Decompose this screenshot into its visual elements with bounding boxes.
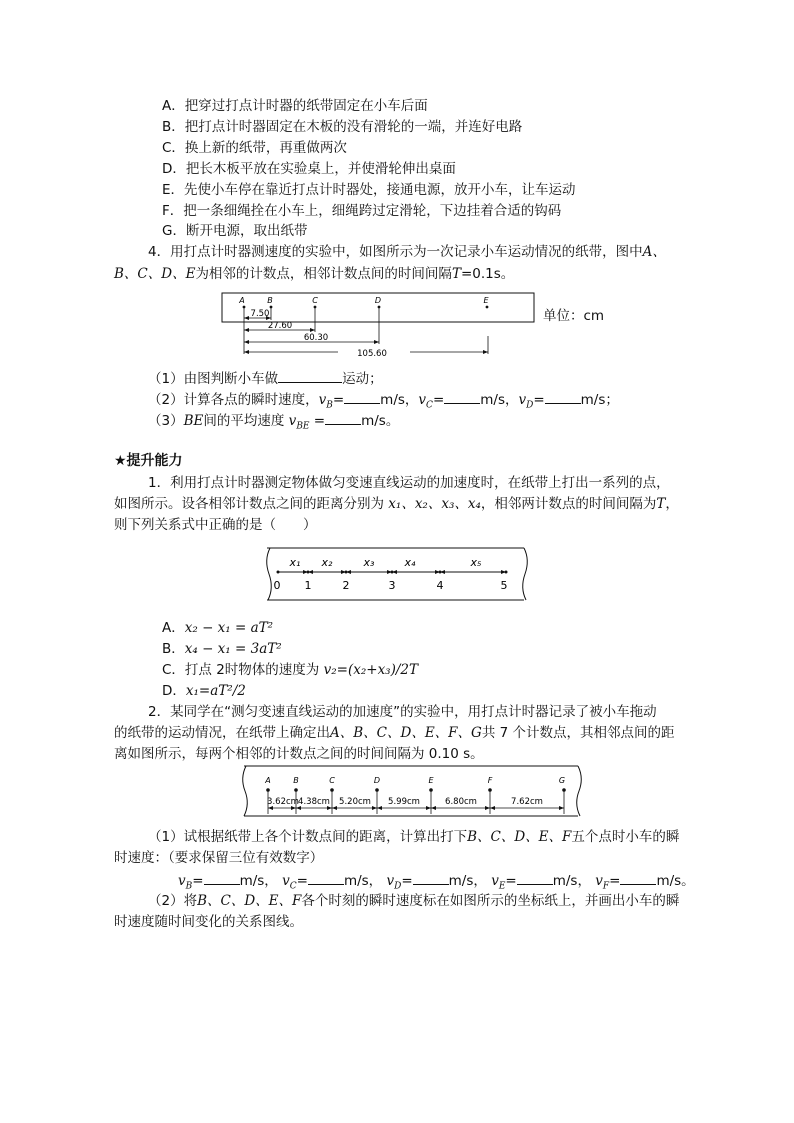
option-a: A．把穿过打点计时器的纸带固定在小车后面 — [162, 98, 428, 114]
p1-option-d: D．x₁=aT²/2 — [162, 683, 246, 699]
p2-blank-vb[interactable] — [204, 871, 240, 885]
q4-unit-label: 单位：cm — [543, 308, 605, 324]
option-b: B．把打点计时器固定在木板的没有滑轮的一端，并连好电路 — [162, 119, 523, 135]
option-d: D．把长木板平放在实验桌上，并使滑轮伸出桌面 — [162, 161, 456, 177]
q4-sub1: （1）由图判断小车做 运动； — [148, 371, 383, 387]
q4-point-b: B — [267, 296, 273, 305]
q4-distance-ac: 27.60 — [267, 321, 293, 331]
p1-point-0: 0 — [273, 579, 281, 592]
p2-sub2-line1: （2）将B、C、D、E、F各个时刻的瞬时速度标在如图所示的坐标纸上，并画出小车的瞬 — [148, 893, 680, 909]
p2-sub2-line2: 时速度随时间变化的关系图线。 — [114, 914, 303, 930]
p2-blank-vd[interactable] — [413, 871, 449, 885]
p2-distance-bc: 4.38cm — [298, 797, 330, 807]
p2-distance-fg: 7.62cm — [511, 797, 543, 807]
q4-distance-ae: 105.60 — [357, 349, 387, 358]
p1-seg-x1: x₁ — [289, 556, 301, 569]
p1-point-2: 2 — [342, 579, 350, 592]
p2-point-d: D — [373, 776, 381, 785]
p2-point-a: A — [265, 776, 271, 785]
q4-blank-motion[interactable] — [278, 369, 342, 383]
p1-point-5: 5 — [500, 579, 508, 592]
q4-distance-ab: 7.50 — [250, 309, 270, 319]
p1-seg-x5: x₅ — [470, 556, 482, 569]
p2-point-e: E — [428, 776, 434, 785]
p2-sub1-line2: 时速度：（要求保留三位有效数字） — [114, 850, 324, 866]
p1-seg-x2: x₂ — [321, 556, 333, 569]
q4-sub2: （2）计算各点的瞬时速度，$v_B= m/s$，$v_C= m/s$，$v_D= m/s$； — [148, 392, 619, 411]
p1-seg-x3: x₃ — [363, 556, 375, 569]
q4-point-a: A — [239, 296, 245, 305]
p2-blank-vf[interactable] — [620, 871, 656, 885]
section-title: ★提升能力 — [114, 453, 183, 469]
p2-point-f: F — [487, 776, 493, 785]
q4-blank-vbe[interactable] — [325, 411, 361, 425]
p2-point-g: G — [558, 776, 566, 785]
p2-point-b: B — [293, 776, 299, 785]
p1-line3: 则下列关系式中正确的是（ ） — [114, 517, 317, 533]
p1-point-1: 1 — [304, 579, 312, 592]
p2-distance-ef: 6.80cm — [445, 797, 477, 807]
q4-blank-vb[interactable] — [344, 390, 380, 404]
p1-option-c: C．打点 2时物体的速度为 v₂=(x₂+x₃)/2T — [162, 662, 418, 678]
p2-distance-de: 5.99cm — [388, 797, 420, 807]
q4-point-c: C — [312, 296, 318, 305]
q4-points — [238, 296, 489, 305]
p2-line3: 离如图所示，每两个相邻的计数点之间的时间间隔为 0.10 s。 — [114, 746, 484, 762]
p1-option-b: B．x₄ − x₁ = 3aT² — [162, 641, 282, 657]
p2-distance-ab: 3.62cm — [267, 797, 299, 807]
p1-tape-figure — [262, 546, 534, 604]
option-e: E．先使小车停在靠近打点计时器处，接通电源，放开小车，让车运动 — [162, 182, 576, 198]
option-f: F．把一条细绳拴在小车上，细绳跨过定滑轮，下边挂着合适的钩码 — [162, 203, 562, 219]
p1-option-a: A．x₂ − x₁ = aT² — [162, 620, 274, 636]
p1-line1: 1．利用打点计时器测定物体做匀变速直线运动的加速度时，在纸带上打出一系列的点， — [148, 475, 670, 491]
q4-blank-vd[interactable] — [545, 390, 581, 404]
p2-point-c: C — [329, 776, 335, 785]
q4-point-d: D — [374, 296, 382, 305]
q4-blank-vc[interactable] — [444, 390, 480, 404]
q4-point-e: E — [483, 296, 489, 305]
q4-line2: B、C、D、E为相邻的计数点，相邻计数点间的时间间隔T=0.1s。 — [114, 266, 515, 282]
p2-distance-cd: 5.20cm — [339, 797, 371, 807]
p2-sub1-line1: （1）试根据纸带上各个计数点间的距离，计算出打下B、C、D、E、F五个点时小车的瞬 — [148, 829, 680, 845]
p2-blank-vc[interactable] — [308, 871, 344, 885]
p1-line2: 如图所示。设各相邻计数点之间的距离分别为 x₁、x₂、x₃、x₄，相邻两计数点的时间间隔为T， — [114, 496, 679, 512]
p2-velocity-blanks: $v_B= m/s$， $v_C= m/s$， $v_D= m/s$， $v_E= m/s$， $v_F= m/s$。 — [178, 873, 695, 892]
p1-seg-x4: x₄ — [404, 556, 416, 569]
q4-dot-e — [486, 306, 489, 309]
p2-tape-figure — [238, 764, 584, 820]
q4-distance-ad: 60.30 — [303, 333, 329, 343]
option-c: C．换上新的纸带，再重做两次 — [162, 140, 347, 156]
option-g: G．断开电源，取出纸带 — [162, 223, 308, 239]
p2-line2: 的纸带的运动情况，在纸带上确定出A、B、C、D、E、F、G共 7 个计数点，其相邻点间的距 — [114, 725, 675, 741]
p2-blank-ve[interactable] — [517, 871, 553, 885]
q4-sub3: （3）BE间的平均速度 $v_{BE} = m/s$。 — [148, 413, 400, 432]
p2-line1: 2．某同学在“测匀变速直线运动的加速度”的实验中，用打点计时器记录了被小车拖动 — [148, 704, 657, 720]
p1-point-3: 3 — [388, 579, 396, 592]
q4-line1: 4．用打点计时器测速度的实验中，如图所示为一次记录小车运动情况的纸带，图中A、 — [148, 244, 666, 260]
p1-point-4: 4 — [436, 579, 444, 592]
p1-dot-0 — [277, 571, 280, 574]
